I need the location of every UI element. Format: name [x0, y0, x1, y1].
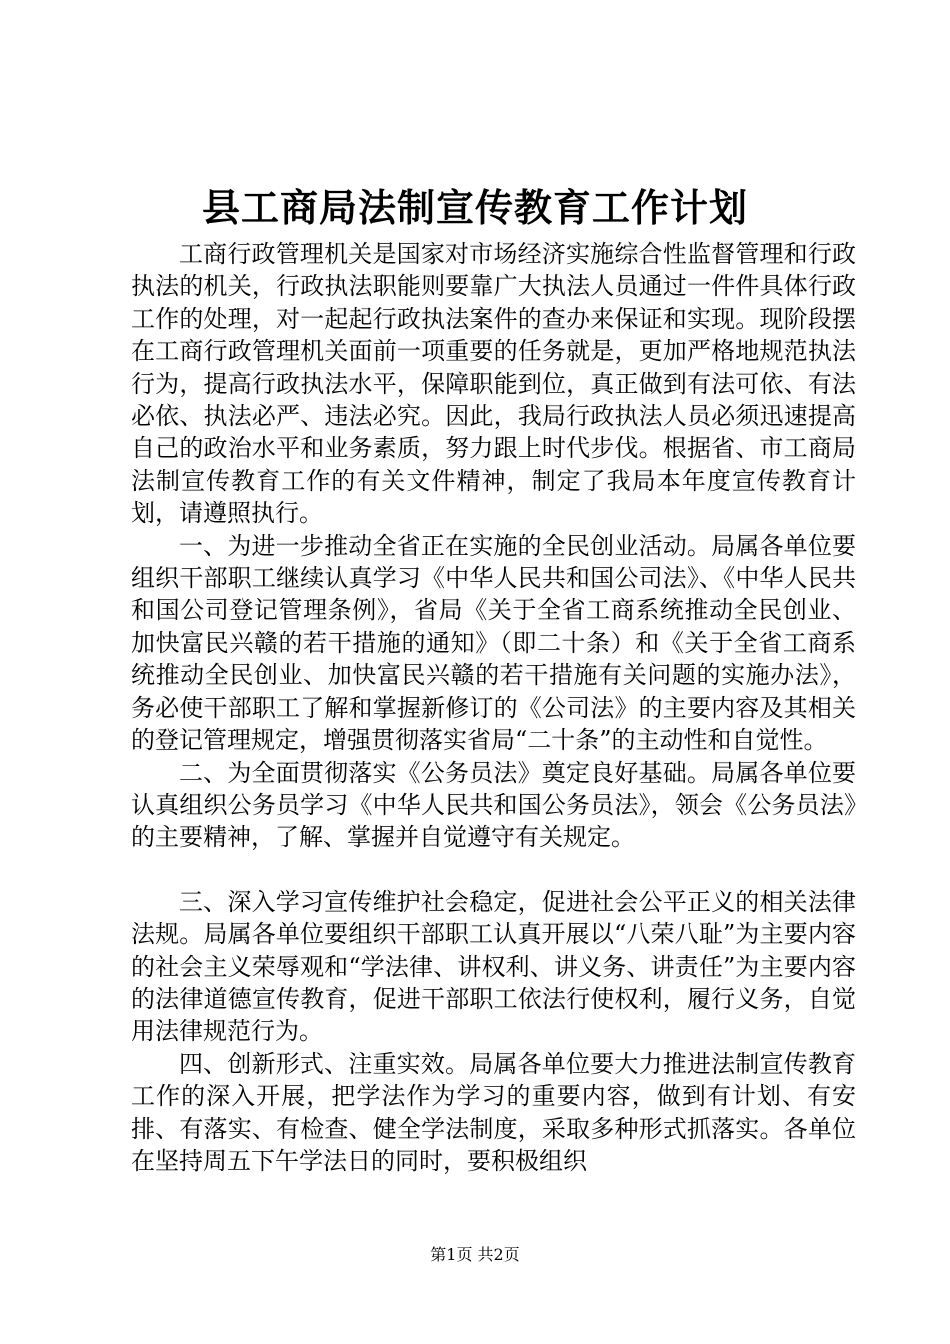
paragraph-item-3: 三、深入学习宣传维护社会稳定，促进社会公平正义的相关法律法规。局属各单位要组织干部职工认真开展以“八荣八耻”为主要内容的社会主义荣辱观和“学法律、讲权利、讲义务、讲责任”为主要内容的法律道德宣传教育，促进干部职工依法行使权利，履行义务，自觉用法律规范行为。: [131, 887, 856, 1046]
paragraph-intro: 工商行政管理机关是国家对市场经济实施综合性监督管理和行政执法的机关，行政执法职能则要靠广大执法人员通过一件件具体行政工作的处理，对一起起行政执法案件的查办来保证和实现。现阶段摆在工商行政管理机关面前一项重要的任务就是，更加严格地规范执法行为，提高行政执法水平，保障职能到位，真正做到有法可依、有法必依、执法必严、违法必究。因此，我局行政执法人员必须迅速提高自己的政治水平和业务素质，努力跟上时代步伐。根据省、市工商局法制宣传教育工作的有关文件精神，制定了我局本年度宣传教育计划，请遵照执行。: [131, 240, 856, 528]
paragraph-item-4: 四、创新形式、注重实效。局属各单位要大力推进法制宣传教育工作的深入开展，把学法作为学习的重要内容，做到有计划、有安排、有落实、有检查、健全学法制度，采取多种形式抓落实。各单位在坚持周五下午学法日的同时，要积极组织: [131, 1049, 856, 1175]
paragraph-item-1: 一、为进一步推动全省正在实施的全民创业活动。局属各单位要组织干部职工继续认真学习《中华人民共和国公司法》、《中华人民共和国公司登记管理条例》，省局《关于全省工商系统推动全民创业、加快富民兴赣的若干措施的通知》（即二十条）和《关于全省工商系统推动全民创业、加快富民兴赣的若干措施有关问题的实施办法》，务必使干部职工了解和掌握新修订的《公司法》的主要内容及其相关的登记管理规定，增强贯彻落实省局“二十条”的主动性和自觉性。: [131, 531, 856, 755]
document-body: [131, 238, 856, 1177]
page-number-footer: 第1页 共2页: [430, 1245, 520, 1264]
paragraph-item-2: 二、为全面贯彻落实《公务员法》奠定良好基础。局属各单位要认真组织公务员学习《中华人民共和国公务员法》，领会《公务员法》的主要精神，了解、掌握并自觉遵守有关规定。: [131, 758, 856, 852]
document-title: 县工商局法制宣传教育工作计划: [201, 185, 748, 230]
